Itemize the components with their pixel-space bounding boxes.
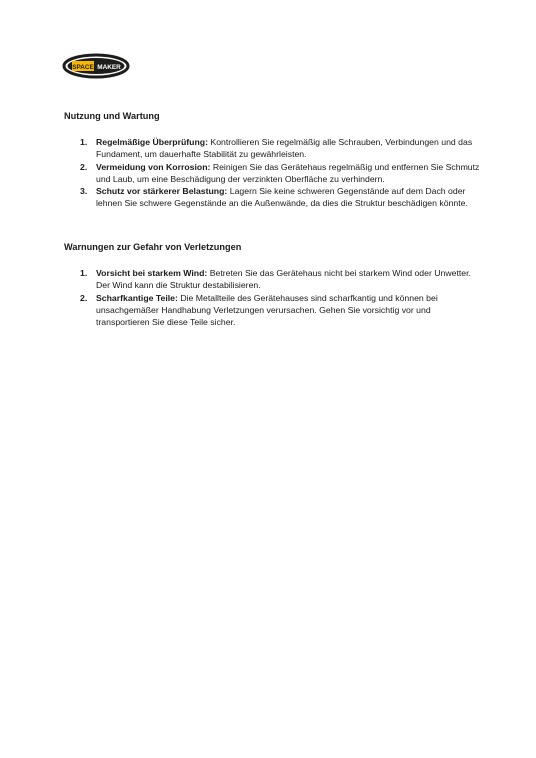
list-item-term: Vorsicht bei starkem Wind: <box>96 268 208 278</box>
spacemaker-logo <box>62 52 130 80</box>
svg-text:SPACE: SPACE <box>72 63 94 71</box>
section-usage-maintenance <box>64 110 484 210</box>
list-item-term: Schutz vor stärkerer Belastung: <box>96 186 228 197</box>
list-item-term: Regelmäßige Überprüfung: <box>96 137 208 147</box>
list-item-text: Reinigen Sie das Gerätehaus regelmäßig und entfernen Sie Schmutz und Laub, um eine Beschädigung der verzinkten Oberfläche zu verhindern. <box>96 161 480 184</box>
list-item-text: Betreten Sie das Gerätehaus nicht bei starkem Wind oder Unwetter. Der Wind kann die Struktur destabilisieren. <box>96 268 471 291</box>
spacemaker-logo-graphic <box>62 52 130 80</box>
list-number: 2. <box>80 292 88 303</box>
list-item-term: Scharfkantige Teile: <box>96 292 178 303</box>
section-title: Nutzung und Wartung <box>64 111 160 121</box>
list-number: 1. <box>80 137 88 147</box>
list-number: 2. <box>80 161 88 172</box>
svg-text:MAKER: MAKER <box>97 63 121 71</box>
list-number: 3. <box>80 186 88 197</box>
numbered-list <box>64 136 484 210</box>
list-item-text: Lagern Sie keine schweren Gegenstände auf dem Dach oder lehnen Sie schwere Gegenstände an die Außenwände, da dies die Struktur beschädigen könnte. <box>96 186 468 209</box>
list-item <box>64 185 484 210</box>
list-item <box>64 267 484 292</box>
list-item-term: Vermeidung von Korrosion: <box>96 161 211 172</box>
list-item <box>64 292 484 329</box>
section-title: Warnungen zur Gefahr von Verletzungen <box>64 242 242 252</box>
list-item-text: Kontrollieren Sie regelmäßig alle Schrauben, Verbindungen und das Fundament, um dauerhafte Stabilität zu gewährleisten. <box>96 137 473 160</box>
list-item <box>64 161 484 186</box>
list-number: 1. <box>80 268 88 278</box>
numbered-list <box>64 267 484 328</box>
section-injury-warnings <box>64 241 484 328</box>
list-item <box>64 136 484 161</box>
list-item-text: Die Metallteile des Gerätehauses sind scharfkantig und können bei unsachgemäßer Handhabung Verletzungen verursachen. Gehen Sie vorsichtig vor und transportieren Sie diese Teile sicher. <box>96 292 438 328</box>
